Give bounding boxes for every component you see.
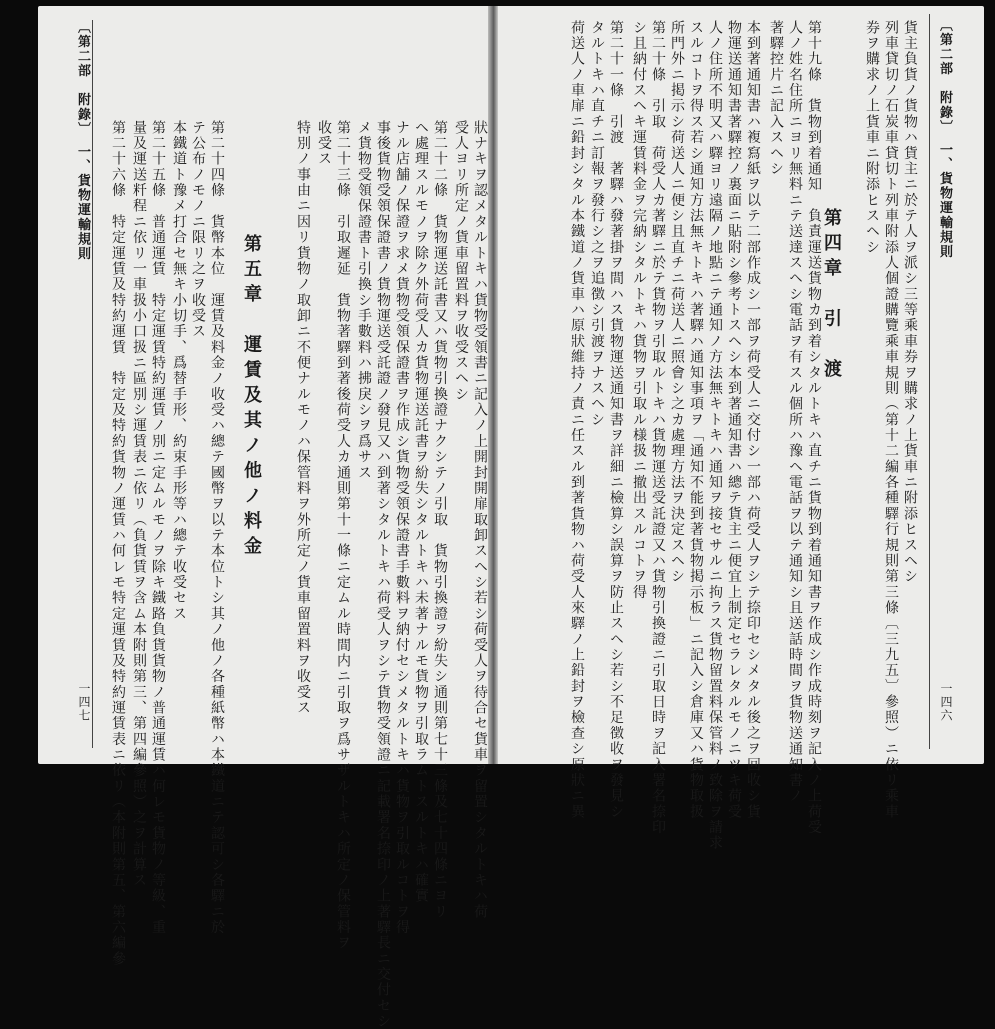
- text-line: 本鐵道ト豫メ打合セ無キ小切手、爲替手形、約束手形等ハ總テ收受セス: [171, 120, 187, 622]
- text-line: シ且納付スヘキ運賃料金ヲ完納シタルトキハ貨物ヲ引取ル様扱ニ撤出スルコトヲ得: [631, 20, 647, 601]
- text-line: 受人ヨリ所定ノ貨車留置料ヲ收受スヘシ: [453, 120, 469, 403]
- text-line: 第二十條 引取 荷受人カ著驛ニ於テ貨物ヲ引取ルトキハ貨物運送受託證又ハ貨物引換證ニ引取日時ヲ記入署名捺印: [650, 20, 666, 836]
- right-header-rule: [929, 14, 930, 749]
- text-line: ナル店舗ノ保證ヲ求メ貨物受領保證書ヲ作成シ貨物受領保證書手數料ヲ納付セシメタルトキハ貨物ヲ引取ルコトヲ得: [394, 120, 410, 936]
- text-line: 量及運送粁程ニ依リ一車扱小口扱ニ區別シ運賃表ニ依リ（負貨賃ヲ含ム本附則第三、第四編參照）之ヲ計算ス: [131, 120, 147, 889]
- running-head-right: 〔第二部 附錄〕 一、貨物運輸規則: [937, 18, 952, 260]
- book-gutter: [488, 6, 498, 764]
- text-line: 券ヲ購求ノ上貨車ニ附添ヒスヘシ: [864, 20, 880, 256]
- text-line: 收受ス: [316, 120, 332, 168]
- text-line: 第二十三條 引取遲延 貨物著驛到著後荷受人カ通則第十一條ニ定ムル時間内ニ引取ヲ爲サザルトキハ所定ノ保管料ヲ: [335, 120, 351, 952]
- text-line: スルコトヲ得ス若シ通知方法無キトキハ著驛ハ通知事項ヲ「通知不能到著貨物掲示板」ニ記入シ倉庫又ハ貨物取扱: [688, 20, 704, 820]
- text-line: 第二十六條 特定運賃及特約運賃 特定及特約貨物ノ運賃ハ何レモ特定運賃及特約運賃表ニ依リ（本附則第五、第六編參: [110, 120, 126, 967]
- text-line: 第十九條 貨物到着通知 負責運送貨物カ到着シタルトキハ直チニ貨物到着通知書ヲ作成シ作成時刻ヲ記入ノ上荷受: [806, 20, 822, 836]
- text-line: 貨主負貨ノ貨物ハ貨主ニ於テ人ヲ派シ三等乘車券ヲ購求ノ上貨車ニ附添ヒスヘシ: [902, 20, 918, 585]
- text-line: 列車貸切ノ石炭車貸切ト列車附添人個證購覽乘車規則（第十二編各種驛行規則第三條〔三九五〕參照）ニ依リ乘車: [883, 20, 899, 820]
- text-line: 所門外ニ掲示シ荷送人ニ便シ且直チニ荷送人ニ照會シ之カ處理方法ヲ決定スヘシ: [669, 20, 685, 585]
- text-line: 特別ノ事由ニ因リ貨物ノ取卸ニ不便ナルモノハ保管料ヲ外所定ノ貨車留置料ヲ收受ス: [295, 120, 311, 716]
- chapter-heading-ch5: 第五章 運賃及其ノ他ノ料金: [241, 234, 262, 562]
- text-line: メ貨物受領保證書ト引換シ手數料ハ拂戾シヲ爲サス: [356, 120, 372, 481]
- left-header-rule: [92, 20, 93, 748]
- page-number-left: 一四七: [77, 682, 91, 723]
- text-line: ヘ處理スルモノヲ除ク外荷受人カ貨物運送託書ヲ紛失シタルトキハ未著ナルモ貨物ヲ引取ラムトスルトキハ確實: [413, 120, 429, 904]
- text-line: 第二十一條 引渡 著驛ハ發著掛ヲ間ハス貨物運送通知書ヲ詳細ニ檢算シ誤算ヲ防止スヘシ若シ不足徴收ヲ發見シ: [608, 20, 624, 820]
- text-line: 荷送人ノ車扉ニ鉛封シタル本鐵道ノ貨車ハ原狀維持ノ責ニ任スル到著貨物ハ荷受人來驛ノ上鉛封ヲ檢查シ原狀ニ異: [569, 20, 585, 820]
- text-line: 人ノ姓名住所ニヨリ無料ニテ送達スヘシ電話ヲ有スル個所ハ豫ヘ電話ヲ以テ通知シ且送話時間ヲ貨物送通知書ノ: [787, 20, 803, 804]
- text-line: 狀ナキヲ認メタルトキハ貨物受領書ニ記入ノ上開封開扉取卸スヘシ若シ荷受人ヲ待合セ貨車ヲ留置シタルトキハ荷: [472, 120, 488, 920]
- text-line: 第二十二條 貨物運送託書又ハ貨物引換證ナクシテノ引取 貨物引換證ヲ紛失シ通則第七十三條及七十四條ニヨリ: [432, 120, 448, 920]
- text-line: タルトキハ直チニ訂報ヲ發行シ之ヲ追徴シ引渡ヲナスヘシ: [589, 20, 605, 428]
- page-number-right: 一四六: [939, 682, 953, 723]
- text-line: 著驛控片ニ記入スヘシ: [768, 20, 784, 177]
- text-line: 人ノ住所不明又ハ驛ヨリ遠隔ノ地點ニテ通知ノ方法無キトキハ通知ヲ接セサルニ拘ラス貨物留置料保管料ノ致除ヲ請求: [707, 20, 723, 852]
- text-line: 本到著通知書ハ複寫紙ヲ以テ二部作成シ一部ヲ荷受人ニ交付シ一部ハ荷受人ヲシテ捺印セシメタル後之ヲ回收シ貨: [745, 20, 761, 820]
- chapter-heading-ch4: 第四章 引 渡: [821, 208, 842, 385]
- running-head-left: 〔第二部 附錄〕 一、貨物運輸規則: [75, 20, 90, 262]
- text-line: 事後貨物受領保證書ノ貨物運送受託證ノ發見又ハ到著シタルトキハ荷受人ヲシテ貨物受領證ニ記載署名捺印ノ上著驛長ニ交付セシ: [375, 120, 391, 1029]
- text-line: 第二十四條 貨幣本位 運賃及料金ノ收受ハ總テ國幣ヲ以テ本位トシ其ノ他ノ各種紙幣ハ本鐵道ニテ認可シ各驛ニ於: [209, 120, 225, 936]
- text-line: 物運送通知書著驛控ノ裏面ニ貼附シ參考トスヘシ本到著通知書ハ總テ貨主ニ便宜上制定セラレタルモノニツキ荷受: [726, 20, 742, 820]
- text-line: 第二十五條 普通運賃 特定運賃特約運賃ノ別ニ定ムルモノヲ除キ鐵路負貨貨物ノ普通運賃ハ何レモ貨物ノ等級、重: [150, 120, 166, 936]
- text-line: テ公布ノモノニ限リ之ヲ收受ス: [190, 120, 206, 340]
